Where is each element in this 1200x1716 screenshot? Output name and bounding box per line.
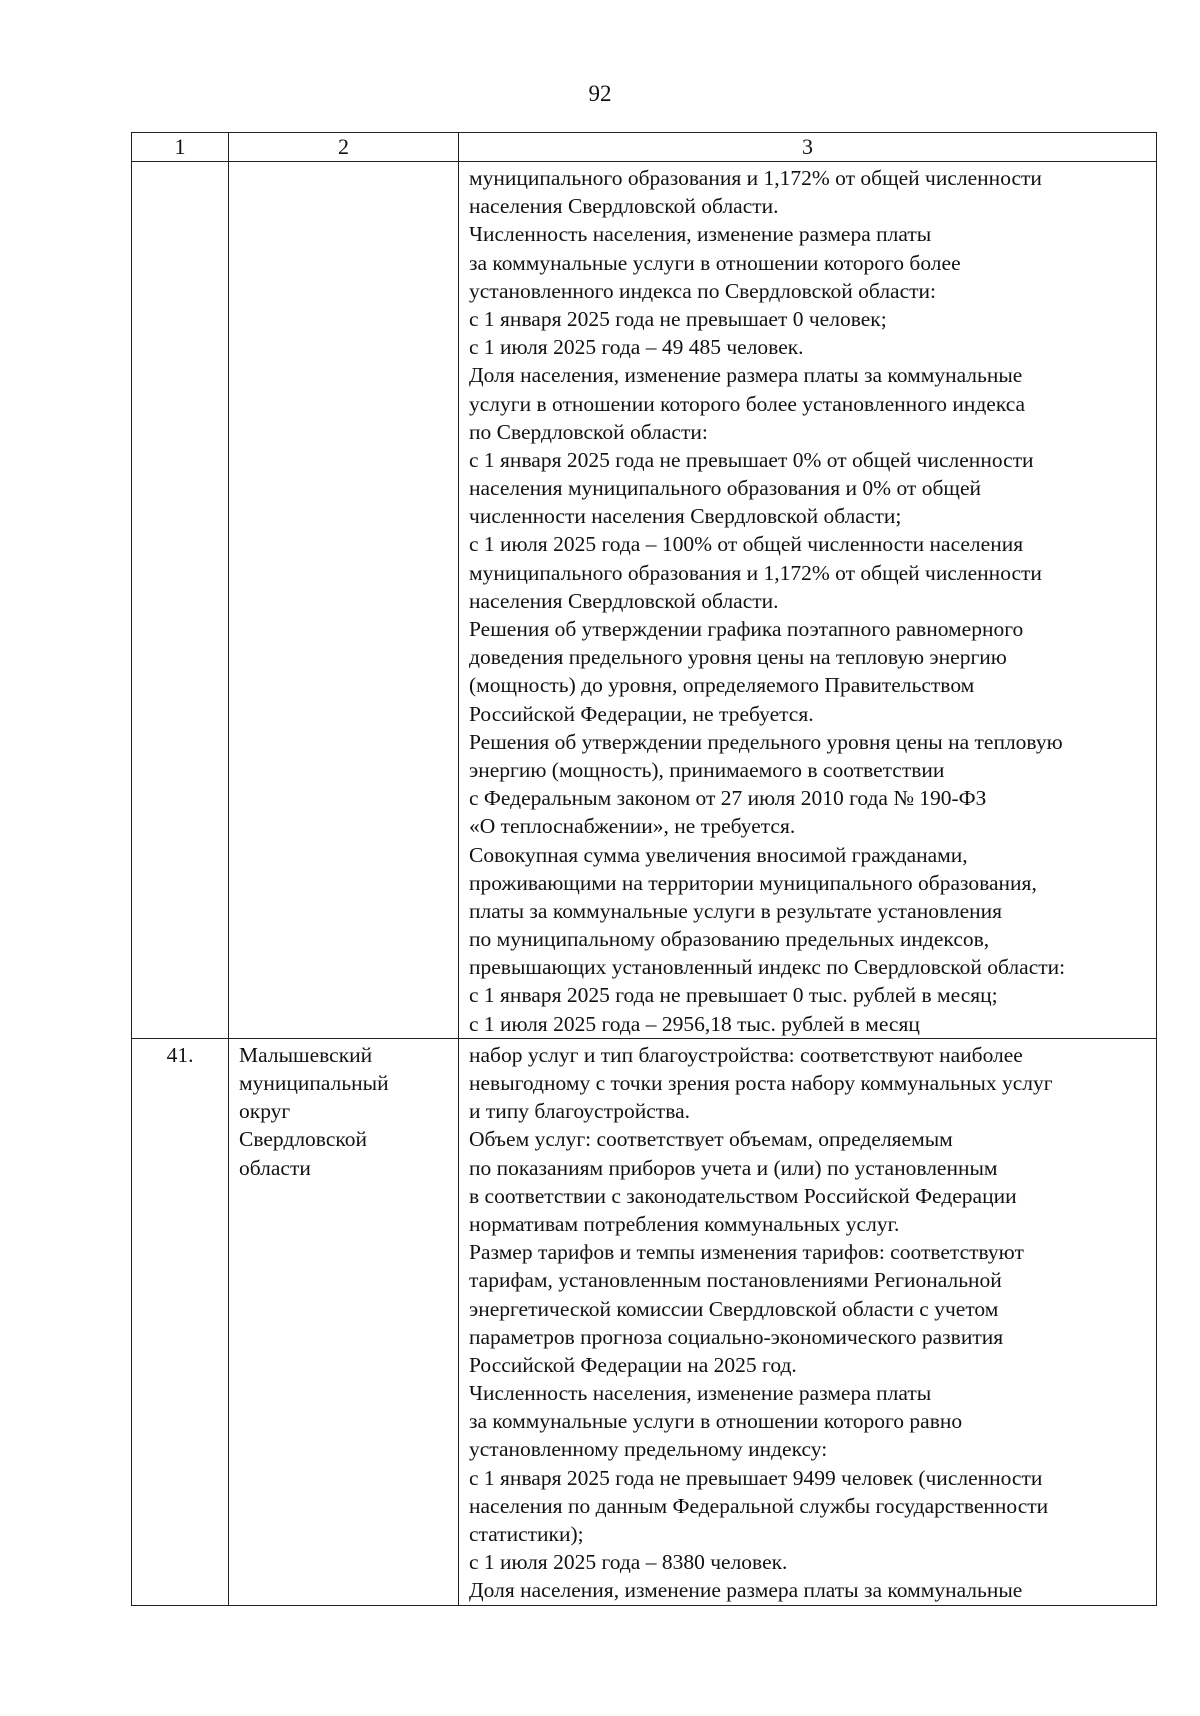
municipality-name-line: округ xyxy=(239,1099,291,1124)
description-line: Совокупная сумма увеличения вносимой гражданами, xyxy=(469,842,968,867)
description-cell xyxy=(459,162,1157,1039)
description-line: набор услуг и тип благоустройства: соответствуют наиболее xyxy=(469,1042,1023,1067)
description-line: энергию (мощность), принимаемого в соответствии xyxy=(469,757,945,782)
description-line: за коммунальные услуги в отношении которого равно xyxy=(469,1409,963,1434)
description-line: населения муниципального образования и 0% от общей xyxy=(469,476,981,501)
description-line: Решения об утверждении предельного уровня цены на тепловую xyxy=(469,729,1063,754)
description-line: с 1 июля 2025 года – 2956,18 тыс. рублей в месяц xyxy=(469,1011,920,1036)
description-line: муниципального образования и 1,172% от общей численности xyxy=(469,166,1042,190)
description-line: Российской Федерации, не требуется. xyxy=(469,701,814,726)
column-header-3: 3 xyxy=(459,133,1157,162)
description-line: параметров прогноза социально-экономического развития xyxy=(469,1324,1004,1349)
column-header-1: 1 xyxy=(132,133,229,162)
page-number: 92 xyxy=(588,81,612,106)
description-line: проживающими на территории муниципального образования, xyxy=(469,870,1037,895)
description-line: Численность населения, изменение размера платы xyxy=(469,222,932,247)
description-line: с 1 января 2025 года не превышает 9499 человек (численности xyxy=(469,1465,1043,1490)
description-line: с Федеральным законом от 27 июля 2010 года № 190-ФЗ xyxy=(469,786,987,811)
description-line: Доля населения, изменение размера платы за коммунальные xyxy=(469,363,1023,388)
row-number-cell: 41. xyxy=(132,1038,229,1605)
description-line: населения Свердловской области. xyxy=(469,588,779,613)
description-line: тарифам, установленным постановлениями Региональной xyxy=(469,1268,1002,1293)
description-line: и типу благоустройства. xyxy=(469,1099,690,1124)
description-cell xyxy=(459,1038,1157,1605)
municipality-name-line: области xyxy=(239,1155,311,1180)
description-line: населения Свердловской области. xyxy=(469,194,779,219)
municipality-name-cell xyxy=(229,162,459,1039)
table-row xyxy=(132,1038,1157,1605)
description-line: в соответствии с законодательством Российской Федерации xyxy=(469,1183,1017,1208)
column-header-2: 2 xyxy=(229,133,459,162)
description-line: Объем услуг: соответствует объемам, определяемым xyxy=(469,1127,953,1152)
municipality-name-line: муниципальный xyxy=(239,1071,389,1095)
description-line: платы за коммунальные услуги в результате установления xyxy=(469,898,1003,923)
description-line: населения по данным Федеральной службы государственности xyxy=(469,1493,1049,1518)
description-line: услуги в отношении которого более установленного индекса xyxy=(469,391,1026,416)
description-line: установленного индекса по Свердловской области: xyxy=(469,278,937,303)
description-line: энергетической комиссии Свердловской области с учетом xyxy=(469,1296,999,1321)
description-line: доведения предельного уровня цены на тепловую энергию xyxy=(469,645,1007,670)
description-line: установленному предельному индексу: xyxy=(469,1437,828,1462)
description-line: за коммунальные услуги в отношении которого более xyxy=(469,250,961,275)
description-line: Решения об утверждении графика поэтапного равномерного xyxy=(469,617,1024,641)
description-line: (мощность) до уровня, определяемого Правительством xyxy=(469,673,975,698)
description-line: с 1 января 2025 года не превышает 0 человек; xyxy=(469,306,887,331)
table-header-row xyxy=(132,133,1157,162)
description-line: Доля населения, изменение размера платы за коммунальные xyxy=(469,1578,1023,1603)
description-line: по Свердловской области: xyxy=(469,419,708,444)
description-line: с 1 июля 2025 года – 8380 человек. xyxy=(469,1550,788,1575)
description-line: превышающих установленный индекс по Свердловской области: xyxy=(469,955,1066,980)
description-line: с 1 января 2025 года не превышает 0% от общей численности xyxy=(469,447,1034,472)
description-line: численности населения Свердловской области; xyxy=(469,504,902,529)
data-table xyxy=(131,132,1157,1606)
description-line: невыгодному с точки зрения роста набору коммунальных услуг xyxy=(469,1071,1053,1095)
municipality-name-line: Свердловской xyxy=(239,1127,367,1152)
description-line: Российской Федерации на 2025 год. xyxy=(469,1352,797,1377)
description-line: по показаниям приборов учета и (или) по установленным xyxy=(469,1155,998,1180)
row-number-cell xyxy=(132,162,229,1039)
description-line: Размер тарифов и темпы изменения тарифов: соответствуют xyxy=(469,1240,1024,1265)
description-line: по муниципальному образованию предельных индексов, xyxy=(469,927,990,952)
description-line: статистики); xyxy=(469,1522,584,1546)
municipality-name-line: Малышевский xyxy=(239,1042,373,1067)
description-line: Численность населения, изменение размера платы xyxy=(469,1381,932,1406)
description-line: муниципального образования и 1,172% от общей численности xyxy=(469,560,1042,585)
description-line: с 1 января 2025 года не превышает 0 тыс. рублей в месяц; xyxy=(469,983,998,1008)
table-row xyxy=(132,162,1157,1039)
description-line: с 1 июля 2025 года – 49 485 человек. xyxy=(469,335,804,360)
description-line: «О теплоснабжении», не требуется. xyxy=(469,814,796,839)
municipality-name-cell xyxy=(229,1038,459,1605)
description-line: нормативам потребления коммунальных услуг. xyxy=(469,1211,900,1236)
description-line: с 1 июля 2025 года – 100% от общей численности населения xyxy=(469,532,1024,557)
